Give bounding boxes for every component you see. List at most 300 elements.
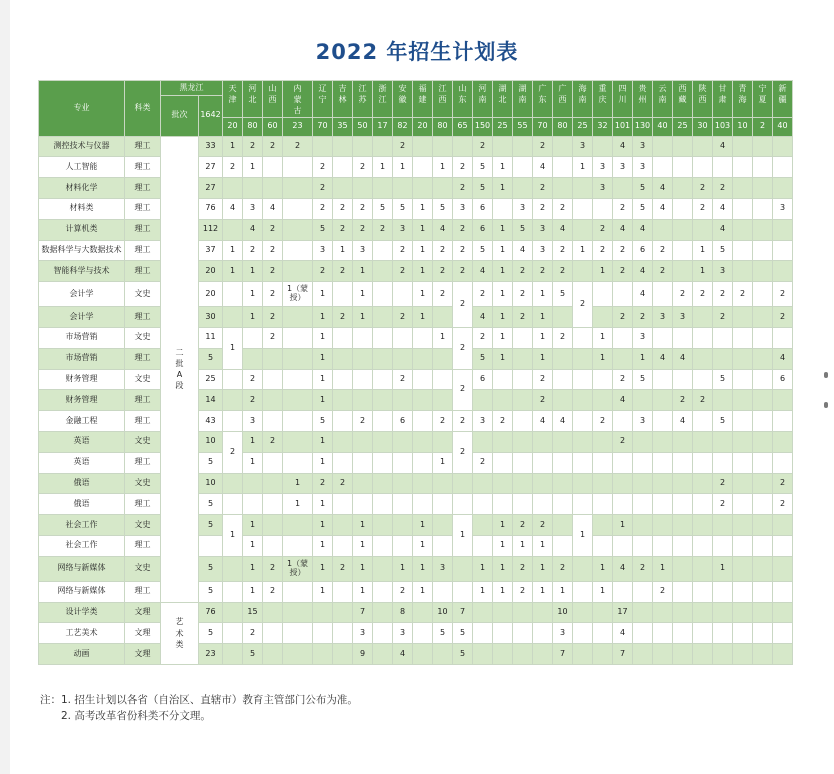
plan-count [593, 307, 613, 328]
plan-count: 1 [243, 157, 263, 178]
heilongjiang-count: 11 [199, 327, 223, 348]
plan-count [713, 452, 733, 473]
subject-category: 理工 [125, 240, 161, 261]
plan-count: 2 [473, 136, 493, 157]
plan-count [633, 602, 653, 623]
page-title: 2022 年招生计划表 [315, 40, 519, 64]
major-name: 设计学类 [39, 602, 125, 623]
plan-count: 2 [353, 219, 373, 240]
plan-count: 1 [243, 307, 263, 328]
header-province [773, 81, 793, 118]
plan-count [613, 535, 633, 556]
plan-count [753, 535, 773, 556]
header-province-count: 2 [753, 117, 773, 136]
plan-count [773, 556, 793, 581]
plan-count: 1 [353, 556, 373, 581]
subject-category: 理工 [125, 178, 161, 199]
province-name: 四川 [618, 84, 627, 105]
plan-count [653, 431, 673, 452]
province-name: 河南 [478, 84, 487, 105]
plan-count: 2 [393, 369, 413, 390]
header-province-count: 101 [613, 117, 633, 136]
table-row [39, 494, 793, 515]
plan-count [593, 431, 613, 452]
side-dot [824, 372, 828, 378]
plan-count [773, 431, 793, 452]
plan-count [713, 535, 733, 556]
plan-count [573, 494, 593, 515]
plan-count [593, 494, 613, 515]
plan-count [653, 452, 673, 473]
plan-count [533, 494, 553, 515]
plan-count: 2 [243, 136, 263, 157]
plan-count [493, 602, 513, 623]
plan-count [513, 623, 533, 644]
plan-count [693, 157, 713, 178]
plan-count: 2 [433, 282, 453, 307]
plan-count [773, 411, 793, 432]
plan-count [673, 219, 693, 240]
plan-count: 1 [413, 282, 433, 307]
plan-count [673, 515, 693, 536]
plan-count: 1 [313, 307, 333, 328]
plan-count: 2 [773, 494, 793, 515]
province-name: 贵州 [638, 84, 647, 105]
plan-count [493, 198, 513, 219]
plan-count [243, 178, 263, 199]
plan-count [493, 644, 513, 665]
plan-count: 4 [713, 219, 733, 240]
plan-count [773, 240, 793, 261]
header-province [393, 81, 413, 118]
header-province-count: 25 [493, 117, 513, 136]
plan-count: 1 [413, 198, 433, 219]
plan-count [693, 623, 713, 644]
plan-count [773, 390, 793, 411]
plan-count [413, 136, 433, 157]
plan-count [493, 494, 513, 515]
plan-count: 1 [313, 556, 333, 581]
plan-count: 2 [593, 411, 613, 432]
plan-count: 2 [263, 307, 283, 328]
plan-count [223, 307, 243, 328]
plan-count [673, 556, 693, 581]
plan-count: 6 [773, 369, 793, 390]
subject-category: 文理 [125, 623, 161, 644]
plan-count: 2 [473, 452, 493, 473]
plan-count: 5 [313, 411, 333, 432]
plan-count: 2 [263, 327, 283, 348]
header-province-count: 150 [473, 117, 493, 136]
subject-category: 理工 [125, 261, 161, 282]
plan-count: 1 [493, 535, 513, 556]
plan-count [713, 602, 733, 623]
plan-count [283, 623, 313, 644]
plan-count: 1 [573, 240, 593, 261]
plan-count [283, 327, 313, 348]
plan-count: 1 [283, 494, 313, 515]
plan-count [353, 494, 373, 515]
plan-count: 1 [243, 431, 263, 452]
major-name: 动画 [39, 644, 125, 665]
plan-count: 1 [593, 261, 613, 282]
plan-count: 6 [473, 369, 493, 390]
plan-count [693, 307, 713, 328]
plan-count: 3 [633, 411, 653, 432]
major-name: 会计学 [39, 282, 125, 307]
plan-count: 1 [373, 157, 393, 178]
plan-count [533, 623, 553, 644]
table-row [39, 327, 793, 348]
plan-count: 4 [613, 390, 633, 411]
plan-count [633, 535, 653, 556]
plan-count: 3 [473, 411, 493, 432]
plan-count [573, 390, 593, 411]
plan-count [713, 515, 733, 536]
plan-count: 5 [553, 282, 573, 307]
plan-count [733, 494, 753, 515]
plan-count: 1 [243, 535, 263, 556]
header-province [283, 81, 313, 118]
plan-count [473, 623, 493, 644]
header-total: 1642 [199, 96, 223, 137]
plan-count: 2 [573, 282, 593, 328]
subject-category: 理工 [125, 411, 161, 432]
plan-count [753, 602, 773, 623]
header-province-count: 103 [713, 117, 733, 136]
plan-count: 5 [713, 240, 733, 261]
plan-count [223, 282, 243, 307]
plan-count [353, 327, 373, 348]
plan-count [773, 623, 793, 644]
plan-count: 5 [433, 623, 453, 644]
plan-count: 1 [243, 515, 263, 536]
header-province [613, 81, 633, 118]
plan-count [413, 348, 433, 369]
province-name: 辽宁 [318, 84, 327, 105]
plan-count [633, 431, 653, 452]
province-name: 海南 [578, 84, 587, 105]
province-name: 湖南 [518, 84, 527, 105]
plan-count [573, 602, 593, 623]
plan-count [653, 327, 673, 348]
plan-count: 1 [493, 240, 513, 261]
plan-count: 2 [713, 178, 733, 199]
plan-count: 5 [633, 369, 653, 390]
plan-count [753, 452, 773, 473]
plan-count [513, 644, 533, 665]
plan-count [223, 556, 243, 581]
table-row [39, 602, 793, 623]
major-name: 工艺美术 [39, 623, 125, 644]
plan-count: 5 [433, 198, 453, 219]
table-row [39, 178, 793, 199]
plan-count: 9 [353, 644, 373, 665]
plan-count: 2 [263, 282, 283, 307]
plan-count [733, 136, 753, 157]
plan-count [333, 136, 353, 157]
plan-count: 1 [613, 515, 633, 536]
plan-count [263, 348, 283, 369]
plan-count: 3 [653, 307, 673, 328]
major-name: 会计学 [39, 307, 125, 328]
plan-count: 3 [593, 178, 613, 199]
plan-count: 1 [353, 581, 373, 602]
plan-count [373, 515, 393, 536]
plan-count [673, 452, 693, 473]
plan-count [653, 282, 673, 307]
plan-count [633, 623, 653, 644]
plan-count [353, 136, 373, 157]
plan-count [733, 327, 753, 348]
plan-count: 3 [353, 623, 373, 644]
plan-count [573, 369, 593, 390]
plan-count [393, 282, 413, 307]
plan-count: 2 [513, 282, 533, 307]
plan-count: 2 [453, 261, 473, 282]
plan-count [553, 307, 573, 328]
plan-count: 2 [393, 136, 413, 157]
plan-count: 1（蒙授） [283, 556, 313, 581]
plan-count [733, 307, 753, 328]
plan-count [693, 348, 713, 369]
subject-category: 理工 [125, 535, 161, 556]
plan-count [373, 581, 393, 602]
plan-count [393, 515, 413, 536]
plan-count [413, 157, 433, 178]
plan-count: 3 [673, 307, 693, 328]
plan-count: 1 [313, 535, 333, 556]
plan-count [433, 390, 453, 411]
plan-count [393, 348, 413, 369]
subject-category: 文史 [125, 327, 161, 348]
plan-count: 4 [613, 219, 633, 240]
batch-label: 二批A段 [175, 347, 184, 391]
plan-count [373, 494, 393, 515]
plan-count: 5 [313, 219, 333, 240]
plan-count [733, 452, 753, 473]
plan-count: 2 [353, 411, 373, 432]
plan-count: 5 [473, 157, 493, 178]
header-province-count: 82 [393, 117, 413, 136]
plan-count: 2 [263, 240, 283, 261]
plan-count [553, 178, 573, 199]
plan-count [373, 178, 393, 199]
plan-count: 4 [553, 219, 573, 240]
plan-count: 2 [453, 282, 473, 328]
plan-count [673, 157, 693, 178]
plan-count: 1 [283, 473, 313, 494]
plan-count [613, 327, 633, 348]
province-name: 江苏 [358, 84, 367, 105]
plan-count [513, 390, 533, 411]
plan-count [493, 136, 513, 157]
plan-count [433, 307, 453, 328]
header-province [453, 81, 473, 118]
plan-count [693, 219, 713, 240]
plan-count [433, 431, 453, 452]
plan-count [553, 473, 573, 494]
footnotes [40, 692, 358, 724]
plan-count [373, 136, 393, 157]
plan-count: 4 [633, 261, 653, 282]
plan-count: 3 [393, 219, 413, 240]
plan-count: 4 [223, 198, 243, 219]
plan-count [283, 369, 313, 390]
province-name: 天津 [228, 84, 237, 105]
header-batch: 批次 [161, 96, 199, 137]
plan-count [693, 473, 713, 494]
plan-count [553, 452, 573, 473]
plan-count [513, 348, 533, 369]
plan-count: 1 [693, 261, 713, 282]
plan-count [553, 136, 573, 157]
plan-count: 2 [453, 157, 473, 178]
plan-count [433, 369, 453, 390]
subject-category: 理工 [125, 581, 161, 602]
plan-count: 1 [433, 327, 453, 348]
plan-count [373, 307, 393, 328]
plan-count [773, 157, 793, 178]
plan-count [333, 581, 353, 602]
plan-count [773, 136, 793, 157]
major-name: 材料类 [39, 198, 125, 219]
plan-count [753, 282, 773, 307]
plan-count [413, 390, 433, 411]
plan-count [333, 282, 353, 307]
plan-count: 2 [633, 307, 653, 328]
plan-count [753, 411, 773, 432]
plan-count: 1 [243, 452, 263, 473]
plan-count: 2 [333, 556, 353, 581]
heilongjiang-count: 76 [199, 602, 223, 623]
plan-count: 1 [313, 282, 333, 307]
plan-count: 1 [393, 157, 413, 178]
plan-count: 1 [313, 515, 333, 536]
heilongjiang-count: 37 [199, 240, 223, 261]
plan-count [373, 327, 393, 348]
plan-count: 1 [493, 581, 513, 602]
plan-count: 2 [353, 198, 373, 219]
subject-category: 文史 [125, 431, 161, 452]
plan-count [393, 390, 413, 411]
plan-count [693, 327, 713, 348]
plan-count [753, 644, 773, 665]
header-province-count: 70 [313, 117, 333, 136]
plan-count: 4 [393, 644, 413, 665]
major-name: 人工智能 [39, 157, 125, 178]
plan-count: 2 [533, 261, 553, 282]
plan-count [283, 581, 313, 602]
plan-count [673, 178, 693, 199]
header-province [633, 81, 653, 118]
plan-count [473, 494, 493, 515]
plan-count [753, 623, 773, 644]
subject-category: 理工 [125, 136, 161, 157]
plan-count [373, 623, 393, 644]
plan-count: 4 [473, 307, 493, 328]
header-province-count: 65 [453, 117, 473, 136]
header-province-count: 32 [593, 117, 613, 136]
plan-count [673, 261, 693, 282]
plan-count [733, 240, 753, 261]
header-province-count: 23 [283, 117, 313, 136]
major-name: 数据科学与大数据技术 [39, 240, 125, 261]
plan-count: 1 [413, 515, 433, 536]
plan-count: 4 [673, 348, 693, 369]
batch-art [161, 602, 199, 664]
plan-count [593, 198, 613, 219]
plan-count: 1（蒙授） [283, 282, 313, 307]
plan-count [473, 473, 493, 494]
plan-count [733, 348, 753, 369]
plan-count [773, 602, 793, 623]
plan-count: 1 [223, 515, 243, 557]
plan-count: 1 [353, 307, 373, 328]
plan-count [283, 219, 313, 240]
plan-count: 1 [313, 452, 333, 473]
plan-count [573, 644, 593, 665]
plan-count [713, 390, 733, 411]
plan-count [263, 157, 283, 178]
plan-count: 4 [613, 556, 633, 581]
plan-count [573, 473, 593, 494]
plan-count [413, 452, 433, 473]
plan-count [613, 473, 633, 494]
plan-count [613, 581, 633, 602]
plan-count [373, 452, 393, 473]
plan-count: 10 [553, 602, 573, 623]
plan-count [263, 644, 283, 665]
plan-count: 1 [223, 240, 243, 261]
side-dot [824, 402, 828, 408]
plan-count: 5 [633, 198, 653, 219]
plan-count: 5 [453, 623, 473, 644]
plan-count: 5 [473, 348, 493, 369]
header-major: 专业 [39, 81, 125, 137]
plan-count [553, 515, 573, 536]
plan-count [733, 261, 753, 282]
plan-count: 1 [313, 348, 333, 369]
plan-count: 1 [533, 348, 553, 369]
plan-count [733, 473, 753, 494]
plan-count: 2 [243, 390, 263, 411]
plan-count: 6 [473, 198, 493, 219]
plan-count: 2 [533, 515, 553, 536]
plan-count [533, 473, 553, 494]
plan-count: 2 [513, 556, 533, 581]
plan-count [313, 623, 333, 644]
plan-count: 2 [453, 219, 473, 240]
plan-count [733, 157, 753, 178]
table-row [39, 369, 793, 390]
plan-count [393, 452, 413, 473]
plan-count [653, 219, 673, 240]
plan-count: 4 [243, 219, 263, 240]
plan-count: 2 [693, 198, 713, 219]
plan-count [353, 369, 373, 390]
plan-count [753, 581, 773, 602]
plan-count [773, 644, 793, 665]
plan-count: 2 [263, 581, 283, 602]
subject-category: 理工 [125, 494, 161, 515]
plan-count: 4 [513, 240, 533, 261]
plan-count [513, 178, 533, 199]
plan-count [713, 581, 733, 602]
province-name: 广东 [538, 84, 547, 105]
plan-count: 2 [773, 307, 793, 328]
plan-count [633, 473, 653, 494]
